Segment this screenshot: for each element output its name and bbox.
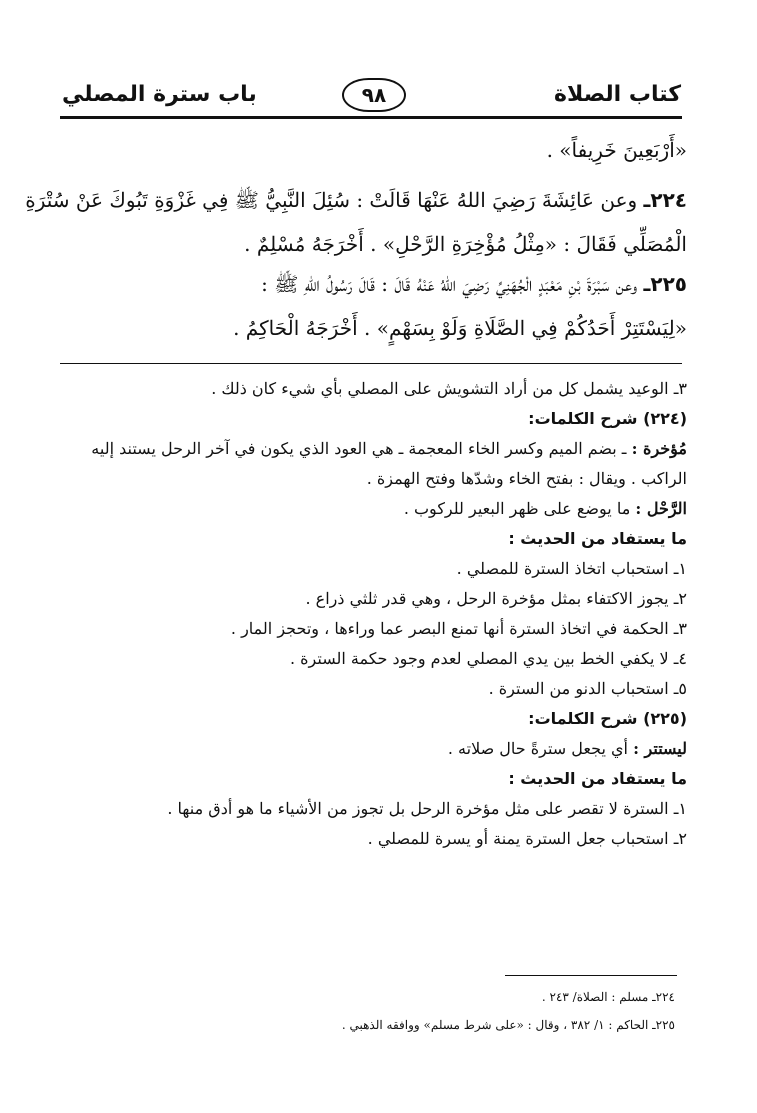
commentary (67, 374, 687, 854)
footnotes (75, 983, 675, 1039)
benefits-225-heading: ما يستفاد من الحديث : (508, 769, 687, 788)
benefit-item: ١ـ السترة لا تقصر على مثل مؤخرة الرحل بل تجوز من الأشياء ما هو أدق منها . (167, 799, 687, 818)
term-yastatir: ليستتر : (633, 739, 687, 758)
page-number: ٩٨ (342, 78, 406, 112)
point-3: ٣ـ الوعيد يشمل كل من أراد التشويش على المصلي بأي شيء كان ذلك . (211, 379, 687, 398)
hadith-224-number: ٢٢٤ـ (643, 188, 687, 212)
definition-224-1-line-1 (67, 434, 687, 464)
benefit-item: ٢ـ استحباب جعل السترة يمنة أو يسرة للمصلي . (367, 829, 687, 848)
benefits-224-heading: ما يستفاد من الحديث : (508, 529, 687, 548)
benefit-item: ٤ـ لا يكفي الخط بين يدي المصلي لعدم وجود حكمة السترة . (290, 649, 687, 668)
continuation-text: «أَرْبَعِينَ خَرِيفاً» . (546, 138, 687, 162)
header-rule (60, 116, 682, 119)
hadith-225 (72, 262, 687, 350)
benefit-item: ١ـ استحباب اتخاذ السترة للمصلي . (456, 559, 687, 578)
hadith-225-text-1: وعن سَبْرَةَ بْنِ مَعْبَدٍ الْجُهَنِيِّ رَضِيَ اللهُ عَنْهُ قَالَ : قَالَ رَسُولُ اللهِ ﷺ : (261, 272, 638, 296)
term-rahl: الرَّحْل : (635, 499, 687, 518)
hadith-224-line-1 (25, 178, 687, 222)
section-224-heading: (٢٢٤) شرح الكلمات: (528, 409, 687, 428)
benefit-item: ٥ـ استحباب الدنو من السترة . (488, 679, 687, 698)
footnote-rule (505, 975, 677, 976)
benefit-item: ٣ـ الحكمة في اتخاذ السترة أنها تمنع البصر عما وراءها ، وتحجز المار . (230, 619, 687, 638)
definition-224-1-line-2: الراكب . ويقال : بفتح الخاء وشدّها وفتح الهمزة . (366, 469, 687, 488)
hadith-225-line-1 (72, 262, 687, 306)
section-rule (60, 363, 682, 364)
hadith-225-number: ٢٢٥ـ (643, 272, 687, 296)
section-225-heading: (٢٢٥) شرح الكلمات: (528, 709, 687, 728)
definition-text: ـ بضم الميم وكسر الخاء المعجمة ـ هي العود الذي يكون في آخر الرحل يستند إليه (91, 439, 627, 458)
definition-text: أي يجعل سترةً حال صلاته . (447, 739, 628, 758)
page-header (62, 78, 681, 118)
benefit-item: ٢ـ يجوز الاكتفاء بمثل مؤخرة الرحل ، وهي قدر ثلثي ذراع . (305, 589, 687, 608)
definition-225-1 (67, 734, 687, 764)
footnote-224: ٢٢٤ـ مسلم : الصلاة/ ٢٤٣ . (541, 990, 675, 1004)
definition-224-2 (67, 494, 687, 524)
chapter-title: باب سترة المصلي (62, 82, 257, 107)
hadith-225-line-2: «لِيَسْتَتِرْ أَحَدُكُمْ فِي الصَّلَاةِ وَلَوْ بِسَهْمٍ» . أَخْرَجَهُ الْحَاكِمُ . (233, 316, 687, 340)
definition-text: ما يوضع على ظهر البعير للركوب . (403, 499, 631, 518)
book-title: كتاب الصلاة (554, 82, 681, 107)
hadith-224-line-2: الْمُصَلِّي فَقَالَ : «مِثْلُ مُؤْخِرَةِ الرَّحْلِ» . أَخْرَجَهُ مُسْلِمٌ . (244, 232, 687, 256)
footnote-225: ٢٢٥ـ الحاكم : ١/ ٣٨٢ ، وقال : «على شرط مسلم» ووافقه الذهبي . (341, 1018, 675, 1032)
hadith-continuation (72, 128, 687, 172)
term-mukhira: مُؤخرة : (631, 439, 687, 458)
hadith-224 (25, 178, 687, 266)
hadith-224-text-1: وعن عَائِشَةَ رَضِيَ اللهُ عَنْهَا قَالَتْ : سُئِلَ النَّبِيُّ ﷺ فِي غَزْوَةِ تَبُوكَ عَنْ سُتْرَةِ (25, 188, 638, 212)
